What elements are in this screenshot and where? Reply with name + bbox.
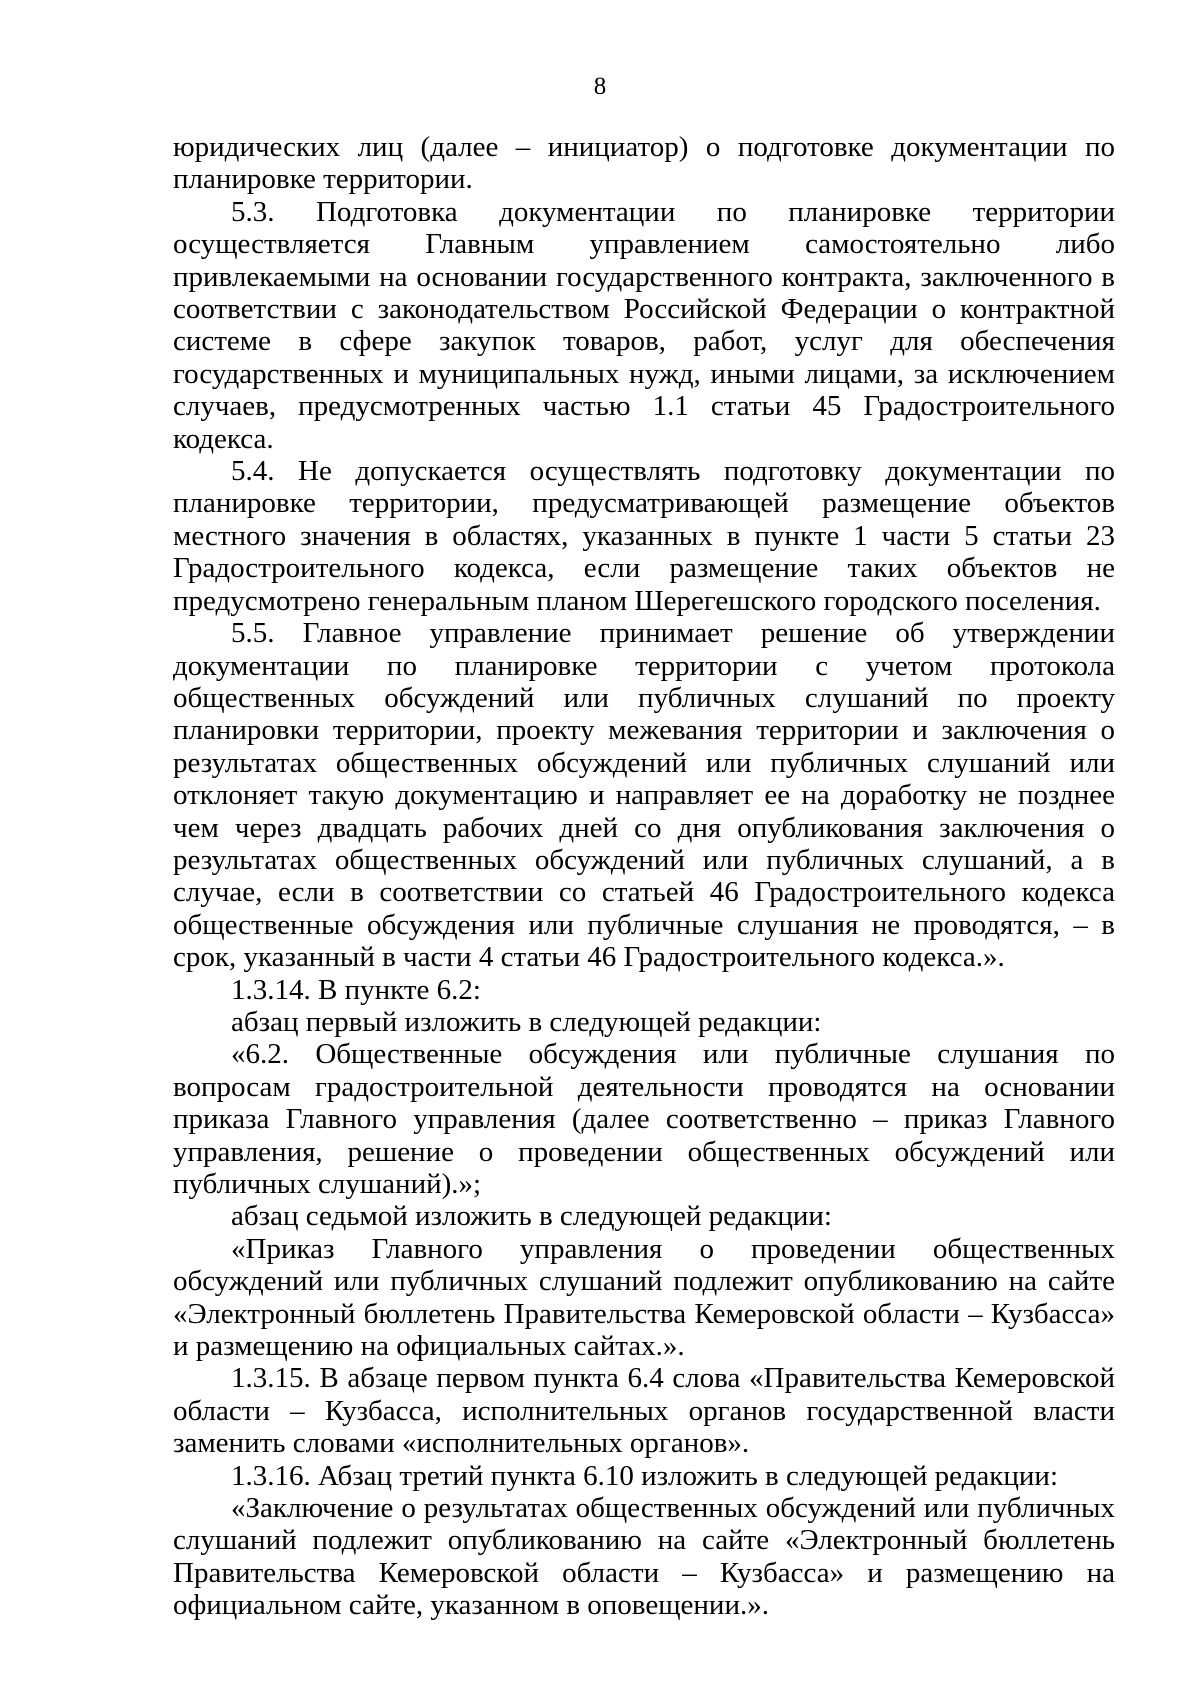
paragraph-first-abzac: абзац первый изложить в следующей редакции: [231, 1005, 822, 1038]
paragraph-conclusion-quote: «Заключение о результатах общественных обсуждений или публичных слушаний подлежит опубликованию на сайте «Электронный бюллетень Правительства Кемеровской области – Кузбасса» и размещению на официальном сайте, указанном в оповещении.». [173, 1492, 1115, 1622]
paragraph-5-4: 5.4. Не допускается осуществлять подготовку документации по планировке территории, предусматривающей размещение объектов местного значения в областях, указанных в пункте 1 части 5 статьи 23 Градостроительного кодекса, если размещение таких объектов не предусмотрено генеральным планом Шерегешского городского поселения. [173, 455, 1115, 617]
paragraph-6-2-quote: «6.2. Общественные обсуждения или публичные слушания по вопросам градостроительной деятельности проводятся на основании приказа Главного управления (далее соответственно – приказ Главного управления, решение о проведении общественных обсуждений или публичных слушаний).»; [173, 1038, 1115, 1200]
paragraph-seventh-abzac: абзац седьмой изложить в следующей редакции: [231, 1200, 832, 1233]
paragraph-1-3-15: 1.3.15. В абзаце первом пункта 6.4 слова «Правительства Кемеровской области – Кузбасса, исполнительных органов государственной власти заменить словами «исполнительных органов». [173, 1362, 1115, 1460]
paragraph-continuation: юридических лиц (далее – инициатор) о подготовке документации по планировке территории. [173, 131, 1115, 196]
paragraph-1-3-14: 1.3.14. В пункте 6.2: [231, 973, 481, 1006]
page-number: 8 [593, 73, 607, 100]
paragraph-5-5: 5.5. Главное управление принимает решение об утверждении документации по планировке территории с учетом протокола общественных обсуждений или публичных слушаний по проекту планировки территории, проекту межевания территории и заключения о результатах общественных обсуждений или публичных слушаний или отклоняет такую документацию и направляет ее на доработку не позднее чем через двадцать рабочих дней со дня опубликования заключения о результатах общественных обсуждений или публичных слушаний, а в случае, если в соответствии со статьей 46 Градостроительного кодекса общественные обсуждения или публичные слушания не проводятся, – в срок, указанный в части 4 статьи 46 Градостроительного кодекса.». [173, 617, 1115, 974]
paragraph-5-3: 5.3. Подготовка документации по планировке территории осуществляется Главным управлением самостоятельно либо привлекаемыми на основании государственного контракта, заключенного в соответствии с законодательством Российской Федерации о контрактной системе в сфере закупок товаров, работ, услуг для обеспечения государственных и муниципальных нужд, иными лицами, за исключением случаев, предусмотренных частью 1.1 статьи 45 Градостроительного кодекса. [173, 195, 1115, 455]
paragraph-order-quote: «Приказ Главного управления о проведении общественных обсуждений или публичных слушаний подлежит опубликованию на сайте «Электронный бюллетень Правительства Кемеровской области – Кузбасса» и размещению на официальных сайтах.». [173, 1232, 1115, 1363]
paragraph-1-3-16: 1.3.16. Абзац третий пункта 6.10 изложить в следующей редакции: [231, 1459, 1058, 1492]
document-body [173, 131, 1115, 1622]
